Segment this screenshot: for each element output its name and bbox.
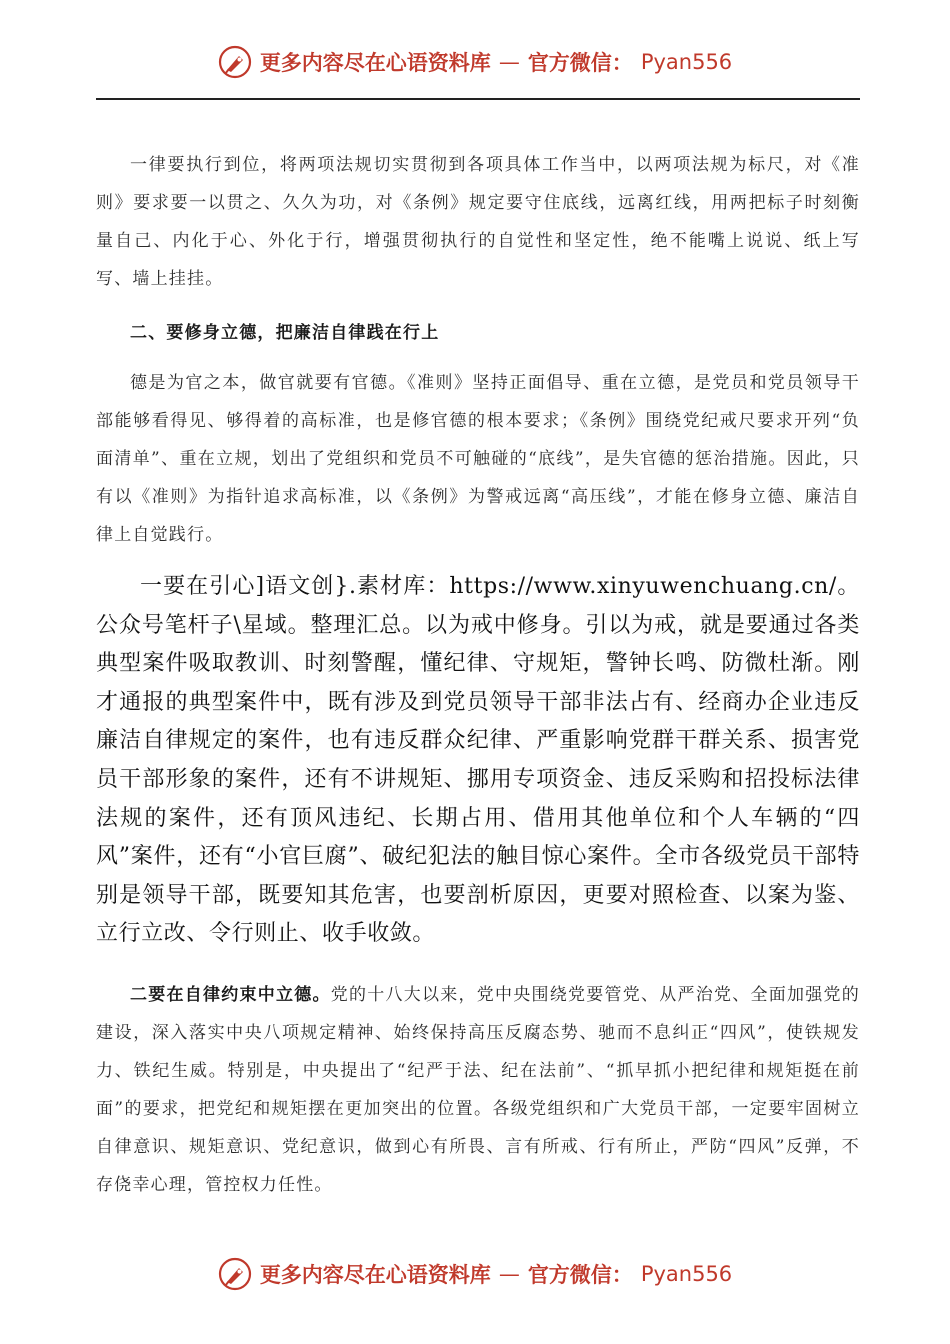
pen-nib-logo-icon: [218, 45, 252, 79]
banner-separator: —: [498, 50, 520, 74]
paragraph-1: 一律要执行到位，将两项法规切实贯彻到各项具体工作当中，以两项法规为标尺，对《准则》要求要一以贯之、久久为功，对《条例》规定要守住底线，远离红线，用两把标子时刻衡量自己、内化于心、外化于行，增强贯彻执行的自觉性和坚定性，绝不能嘴上说说、纸上写写、墙上挂挂。: [96, 155, 860, 289]
footer-main-text: 更多内容尽在心语资料库: [259, 1263, 491, 1287]
paragraph-4-body: 党的十八大以来，党中央围绕党要管党、从严治党、全面加强党的建设，深入落实中央八项规定精神、始终保持高压反腐态势、驰而不息纠正“四风”，使铁规发力、铁纪生威。特别是，中央提出了“纪严于法、纪在法前”、“抓早抓小把纪律和规矩挺在前面”的要求，把党纪和规矩摆在更加突出的位置。各级党组织和广大党员干部，一定要牢固树立自律意识、规矩意识、党纪意识，做到心有所畏、言有所戒、行有所止，严防“四风”反弹，不存侥幸心理，管控权力任性。: [96, 984, 860, 1195]
header-banner: [0, 40, 950, 84]
paragraph-4: [96, 976, 860, 1204]
footer-separator: —: [498, 1262, 520, 1286]
pen-nib-logo-icon: [218, 1257, 252, 1291]
banner-wechat-id: Pyan556: [640, 50, 733, 74]
header-divider: [96, 98, 860, 100]
banner-wechat-label: 官方微信：: [527, 51, 633, 75]
banner-main-text: 更多内容尽在心语资料库: [259, 51, 491, 75]
footer-banner: [0, 1252, 950, 1296]
section-heading-2: 二、要修身立德，把廉洁自律践在行上: [130, 323, 440, 343]
footer-wechat-id: Pyan556: [640, 1262, 733, 1286]
paragraph-2: 德是为官之本，做官就要有官德。《准则》坚持正面倡导、重在立德，是党员和党员领导干部能够看得见、够得着的高标准，也是修官德的根本要求；《条例》围绕党纪戒尺要求开列“负面清单”、重在立规，划出了党组织和党员不可触碰的“底线”，是失官德的惩治措施。因此，只有以《准则》为指针追求高标准，以《条例》为警戒远离“高压线”，才能在修身立德、廉洁自律上自觉践行。: [96, 373, 860, 545]
paragraph-3: 一要在引心]语文创}.素材库：https://www.xinyuwenchuang.cn/。公众号笔杆子\星域。整理汇总。以为戒中修身。引以为戒，就是要通过各类典型案件吸取教训、时刻警醒，懂纪律、守规矩，警钟长鸣、防微杜渐。刚才通报的典型案件中，既有涉及到党员领导干部非法占有、经商办企业违反廉洁自律规定的案件，也有违反群众纪律、严重影响党群干群关系、损害党员干部形象的案件，还有不讲规矩、挪用专项资金、违反采购和招投标法律法规的案件，还有顶风违纪、长期占用、借用其他单位和个人车辆的“四风”案件，还有“小官巨腐”、破纪犯法的触目惊心案件。全市各级党员干部特别是领导干部，既要知其危害，也要剖析原因，更要对照检查、以案为鉴、立行立改、令行则止、收手收敛。: [96, 574, 860, 947]
paragraph-4-lead: 二要在自律约束中立德。: [130, 984, 331, 1005]
footer-wechat-label: 官方微信：: [527, 1263, 633, 1287]
document-body: [96, 146, 860, 1204]
